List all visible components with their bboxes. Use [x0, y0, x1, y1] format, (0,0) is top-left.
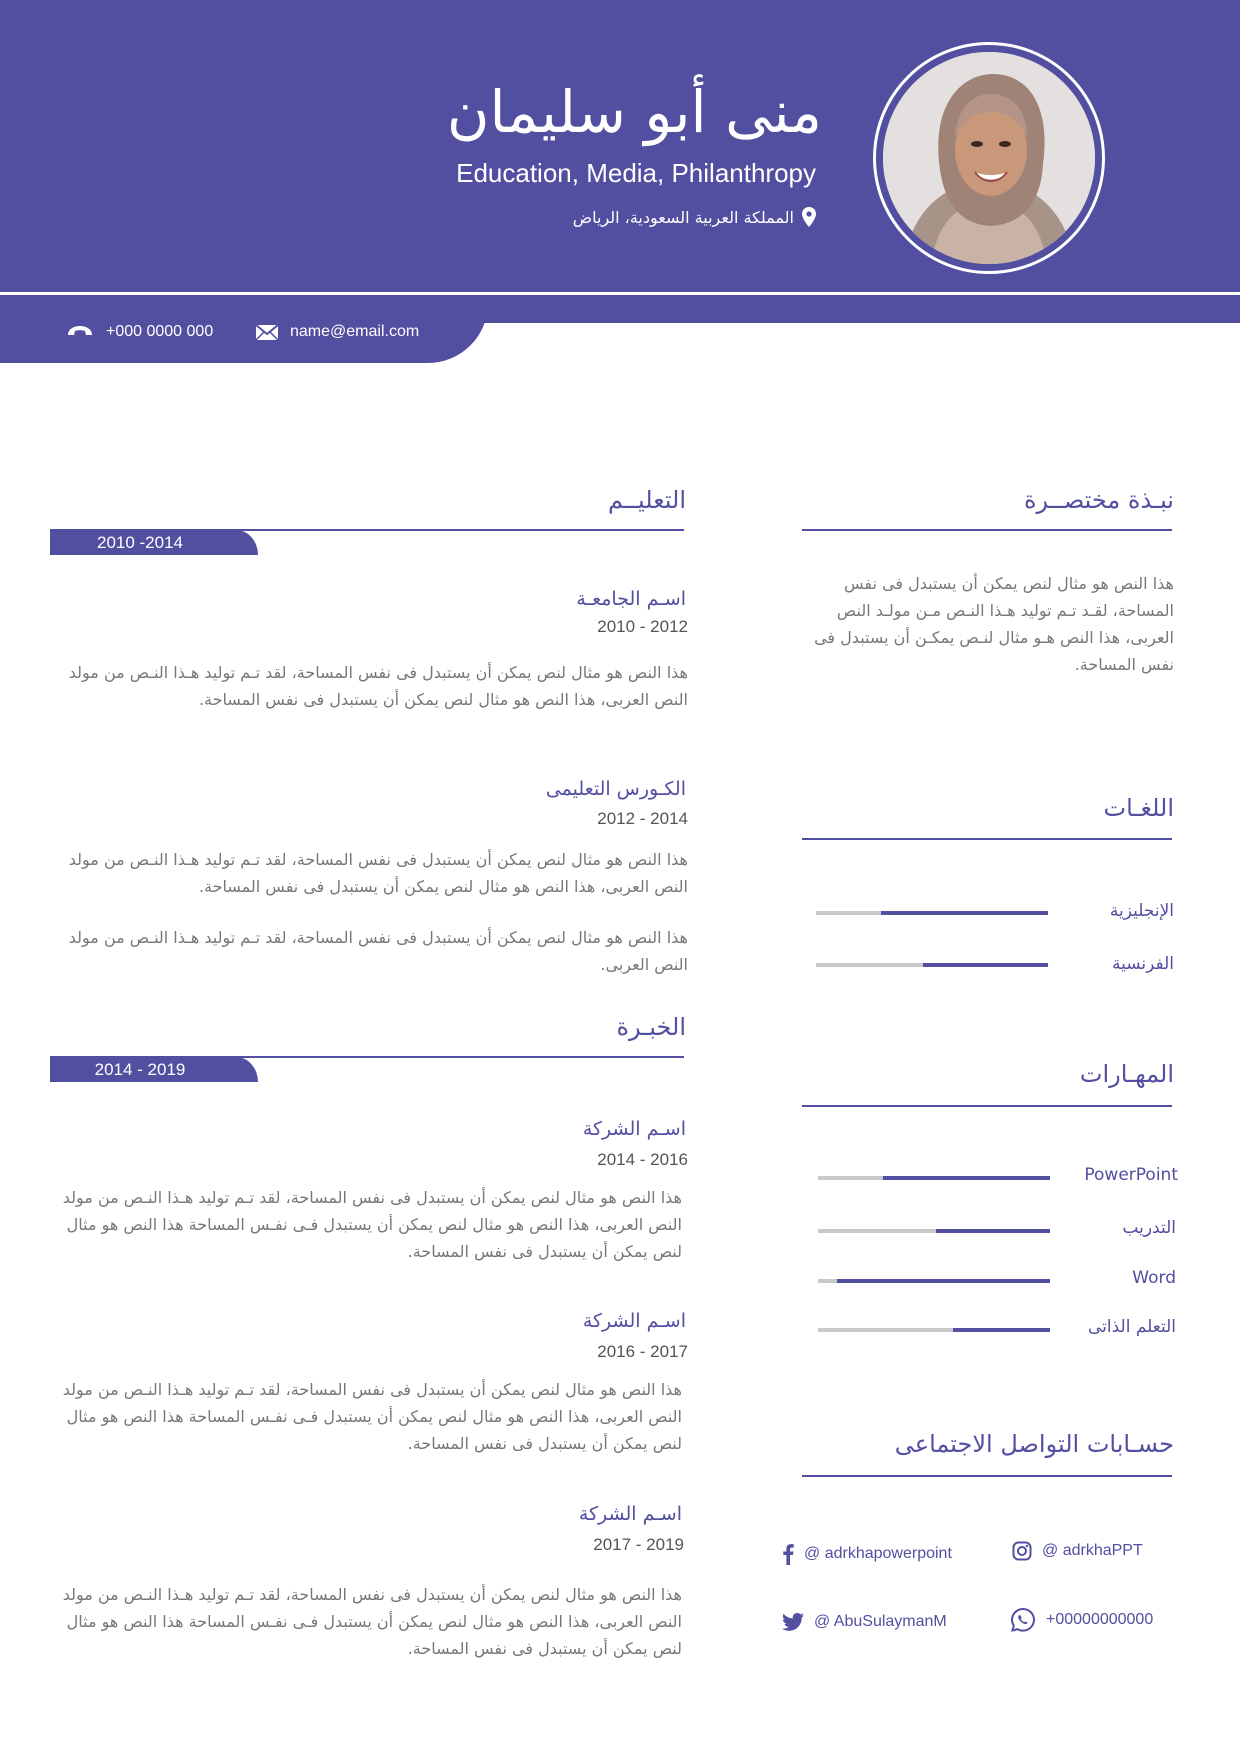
language-label: الإنجليزية	[1109, 901, 1174, 921]
skill-bar-fill	[953, 1328, 1050, 1332]
person-name: منى أبو سليمان	[446, 78, 822, 146]
education-item-title: الكـورس التعليمى	[545, 778, 686, 800]
experience-heading: الخبـرة	[616, 1013, 686, 1041]
experience-item-text: هذا النص هو مثال لنص يمكن أن يستبدل فى نفس المساحة، لقد تـم توليد هـذا النـص من مولد النص العربى، هذا النص هو مثال لنص يمكن أن يستبدل فـى نفـس المساحة هذا النص هو مثال لنص يمكن أن يستبدل فى نفس المساحة.	[62, 1380, 682, 1453]
summary-rule	[802, 529, 1172, 531]
summary-text: هذا النص هو مثال لنص يمكن أن يستبدل فى نفس المساحة، لقـد تـم توليد هـذا النـص مـن مولـد النص العربى، هذا النص هـو مثال لنـص يمكـن أن يستبدل فى نفس المساحة.	[814, 574, 1174, 674]
whatsapp-link[interactable]	[1010, 1607, 1153, 1633]
location-text: المملكة العربية السعودية، الرياض	[572, 207, 794, 227]
phone-text: +000 0000 000	[106, 323, 214, 340]
language-bar-track	[816, 911, 1048, 915]
education-item-text: هذا النص هو مثال لنص يمكن أن يستبدل فى نفس المساحة، لقد تـم توليد هـذا النـص من مولد النص العربى، هذا النص هو مثال لنص يمكن أن يستبدل فى نفس المساحة.	[68, 850, 688, 896]
experience-item-title: اسـم الشركة	[582, 1310, 686, 1332]
location-pin-icon	[802, 207, 816, 227]
phone-icon	[66, 325, 94, 339]
summary-heading: نبـذة مختصــرة	[1023, 486, 1174, 514]
twitter-handle: @ AbuSulaymanM	[814, 1613, 947, 1630]
phone-contact[interactable]	[66, 323, 213, 341]
facebook-link[interactable]	[782, 1543, 952, 1565]
skill-label: التدريب	[1122, 1218, 1176, 1238]
twitter-link[interactable]	[782, 1613, 947, 1631]
portrait-illustration	[883, 52, 1095, 264]
email-text: name@email.com	[290, 323, 420, 340]
skill-bar-track	[818, 1176, 1050, 1180]
whatsapp-icon	[1010, 1607, 1036, 1633]
skill-bar-fill	[883, 1176, 1050, 1180]
skill-label: PowerPoint	[1084, 1165, 1178, 1185]
skill-bar-track	[818, 1229, 1050, 1233]
skill-bar-track	[818, 1279, 1050, 1283]
person-title: Education, Media, Philanthropy	[456, 158, 816, 188]
experience-item-years: 2016 - 2017	[597, 1342, 688, 1361]
language-label: الفرنسية	[1111, 954, 1174, 974]
skill-label: التعلم الذاتى	[1087, 1317, 1176, 1337]
language-bar-fill	[881, 911, 1048, 915]
experience-years-badge: 2014 - 2019	[50, 1057, 258, 1082]
education-item-text: هذا النص هو مثال لنص يمكن أن يستبدل فى نفس المساحة، لقد تـم توليد هـذا النـص من مولد النص العربى، هذا النص هو مثال لنص يمكن أن يستبدل فى نفس المساحة.	[68, 663, 688, 709]
social-rule	[802, 1475, 1172, 1477]
facebook-icon	[782, 1543, 794, 1565]
location	[573, 207, 816, 227]
experience-item-text: هذا النص هو مثال لنص يمكن أن يستبدل فى نفس المساحة، لقد تـم توليد هـذا النـص من مولد النص العربى، هذا النص هو مثال لنص يمكن أن يستبدل فـى نفـس المساحة هذا النص هو مثال لنص يمكن أن يستبدل فى نفس المساحة.	[62, 1188, 682, 1261]
facebook-handle: @ adrkhapowerpoint	[804, 1545, 952, 1562]
experience-item-years: 2014 - 2016	[597, 1150, 688, 1169]
skills-heading: المهـارات	[1079, 1060, 1174, 1088]
experience-item-years: 2017 - 2019	[593, 1535, 684, 1554]
language-bar-track	[816, 963, 1048, 967]
experience-item-title: اسـم الشركة	[582, 1118, 686, 1140]
education-item-years: 2012 - 2014	[597, 809, 688, 828]
skill-bar-track	[818, 1328, 1050, 1332]
experience-item-title: اسـم الشركة	[578, 1503, 682, 1525]
whatsapp-number: +00000000000	[1046, 1611, 1154, 1628]
instagram-handle: @ adrkhaPPT	[1042, 1542, 1143, 1559]
instagram-link[interactable]	[1012, 1541, 1143, 1561]
experience-item-text: هذا النص هو مثال لنص يمكن أن يستبدل فى نفس المساحة، لقد تـم توليد هـذا النـص من مولد النص العربى، هذا النص هو مثال لنص يمكن أن يستبدل فـى نفـس المساحة هذا النص هو مثال لنص يمكن أن يستبدل فى نفس المساحة.	[62, 1585, 682, 1658]
education-years-badge: 2010 -2014	[50, 530, 258, 555]
skill-bar-fill	[837, 1279, 1050, 1283]
languages-rule	[802, 838, 1172, 840]
social-heading: حسـابات التواصل الاجتماعى	[894, 1430, 1174, 1458]
email-icon	[256, 325, 278, 340]
skill-label: Word	[1132, 1268, 1176, 1288]
education-heading: التعليــم	[607, 486, 686, 514]
instagram-icon	[1012, 1541, 1032, 1561]
education-item-text: هذا النص هو مثال لنص يمكن أن يستبدل فى نفس المساحة، لقد تـم توليد هـذا النـص من مولد النص العربى.	[68, 928, 688, 974]
email-contact[interactable]	[256, 323, 419, 341]
profile-photo	[883, 52, 1095, 264]
skill-bar-fill	[936, 1229, 1050, 1233]
twitter-icon	[782, 1613, 804, 1631]
languages-heading: اللغـات	[1103, 794, 1174, 822]
education-item-title: اسـم الجامعـة	[576, 588, 686, 610]
language-bar-fill	[923, 963, 1048, 967]
skills-rule	[802, 1105, 1172, 1107]
education-item-years: 2010 - 2012	[597, 617, 688, 636]
